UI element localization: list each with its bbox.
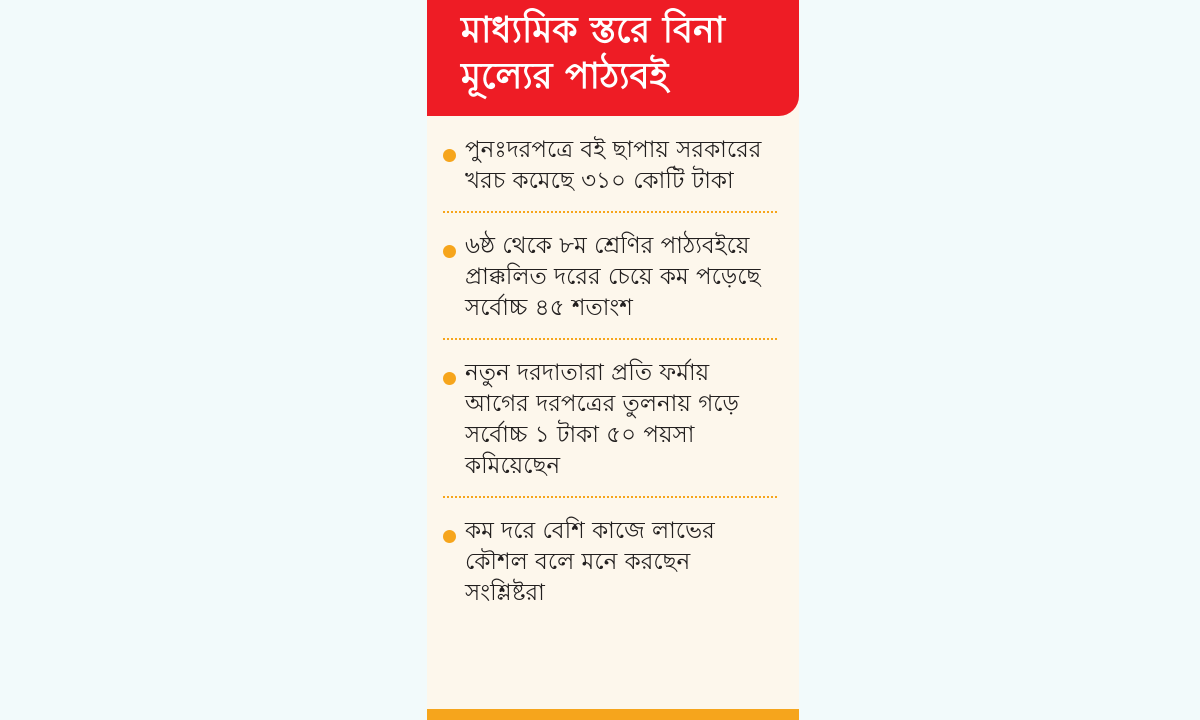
- bullet-text: কম দরে বেশি কাজে লাভের কৌশল বলে মনে করছেন সংশ্লিষ্টরা: [465, 518, 715, 606]
- card-title: [461, 8, 779, 100]
- bullet-item: [443, 340, 777, 498]
- bullet-item: [443, 135, 777, 213]
- bullet-text: নতুন দরদাতারা প্রতি ফর্মায় আগের দরপত্রের তুলনায় গড়ে সর্বোচ্চ ১ টাকা ৫০ পয়সা কমিয়েছেন: [465, 360, 739, 479]
- bullet-dot-icon: [443, 245, 456, 258]
- bullet-dot-icon: [443, 372, 456, 385]
- title-line-1: মাধ্যমিক স্তরে বিনা: [461, 10, 726, 51]
- bullet-item: [443, 498, 777, 623]
- bullet-item: [443, 213, 777, 340]
- title-line-2: মূল্যের পাঠ্যবই: [461, 56, 669, 97]
- bullet-dot-icon: [443, 530, 456, 543]
- bullet-dot-icon: [443, 149, 456, 162]
- footer-accent-bar: [427, 709, 799, 720]
- card-header: [427, 0, 799, 116]
- bullet-text: পুনঃদরপত্রে বই ছাপায় সরকারের খরচ কমেছে ৩১০ কোটি টাকা: [465, 137, 762, 194]
- info-card: [427, 0, 799, 720]
- bullet-text: ৬ষ্ঠ থেকে ৮ম শ্রেণির পাঠ্যবইয়ে প্রাক্কলিত দরের চেয়ে কম পড়েছে সর্বোচ্চ ৪৫ শতাংশ: [465, 233, 761, 321]
- bullet-list: [427, 135, 799, 623]
